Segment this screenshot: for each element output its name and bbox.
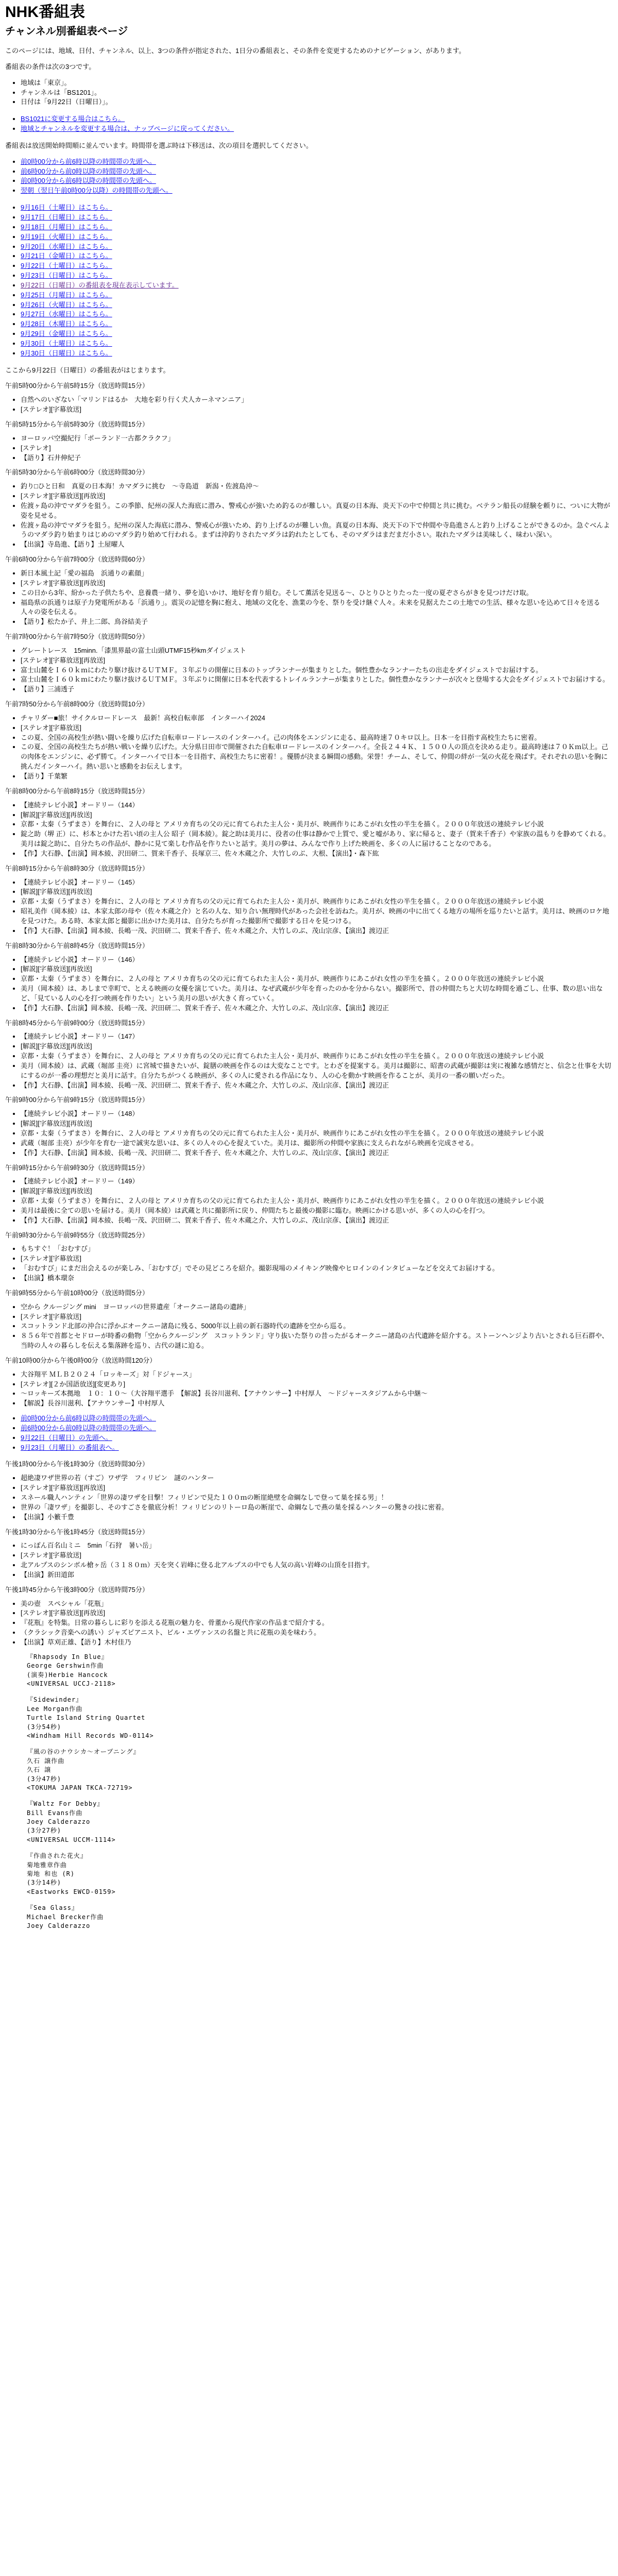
program-detail-item: • 「おむすび」にまだ出会えるのが楽しみ、「おむすび」でその見どころを紹介。撮影現場のメイキング映像やヒロインのインタビューなどを交えてお届けする。 (21, 1264, 613, 1274)
program-detail-item: • 【語り】石井伸紀子 (21, 453, 613, 463)
program-detail-item: • 【出演】橋本環奈 (21, 1274, 613, 1283)
program-entry (5, 700, 613, 782)
program-time: 午前8時15分から午前8時30分（放送時間15分） (5, 864, 149, 872)
program-detail-item: • [解説][字幕放送][再放送] (21, 810, 613, 820)
program-detail-item: • 空から クルージング mini ヨーロッパの世界遺産「オークニー諸島の遺跡」 (21, 1302, 613, 1312)
program-detail-item: • 【出演】草刈正雄、【語り】木村佳乃 (21, 1638, 613, 1648)
program-details (5, 714, 613, 782)
program-time: 午前5時00分から午前5時15分（放送時間15分） (5, 382, 149, 390)
track-line: Joey Calderazzo (27, 1922, 91, 1929)
date-link[interactable]: 9月23日（日曜日）はこちら。 (21, 272, 112, 280)
list-item (21, 114, 613, 124)
program-detail-item: • [ステレオ][字幕放送][再放送] (21, 656, 613, 666)
program-detail-item: • [ステレオ][字幕放送] (21, 405, 613, 415)
program-detail-item: • [ステレオ][字幕放送] (21, 723, 613, 733)
music-track (27, 1852, 613, 1896)
list-item (21, 261, 613, 271)
list-item (21, 124, 613, 134)
program-detail-item: • スコットランド北部の沖合に浮かぶオークニー諸島に残る、5000年以上前の新石器時代の遺跡を空から巡る。 (21, 1321, 613, 1331)
time-link[interactable]: 9月22日（日曜日）の先頭へ。 (21, 1433, 112, 1442)
condition-channel: • チャンネルは「BS1201」。 (21, 88, 613, 98)
program-detail-item: • 【語り】松たか子、井上二郎、鳥谷結美子 (21, 617, 613, 627)
list-item (21, 213, 613, 223)
program-detail-item: • [ステレオ][字幕放送][再放送] (21, 579, 613, 588)
site-title: NHK番組表 (5, 4, 85, 21)
time-link[interactable]: 前0時00分から前6時以降の時間帯の先頭へ。 (21, 157, 156, 165)
time-link[interactable]: 9月23日（月曜日）の番組表へ。 (21, 1443, 119, 1451)
program-detail-item: • 【連続テレビ小説】オードリー（149） (21, 1177, 613, 1187)
program-detail-item: • 京都・太秦（うずまさ）を舞台に、２人の母と アメリカ育ちの父の元に育てられた主人公・美月が、映画作りにあこがれ女性の半生を描く。２０００年放送の連続テレビ小説 (21, 820, 613, 829)
list-item (21, 329, 613, 339)
program-entry (5, 941, 613, 1013)
program-detail-item: • この夏、全国の高校生が熱い闘いを繰り広げた自転車ロードレースのインターハイ。己の肉体をエンジンに走る、最高時速７０キロ以上。日本一を目指す高校生たちに密着。 (21, 733, 613, 743)
program-time: 午前9時30分から午前9時55分（放送時間25分） (5, 1231, 149, 1239)
program-time: 午後1時00分から午後1時30分（放送時間30分） (5, 1460, 149, 1468)
program-entry (5, 1528, 613, 1580)
program-detail-item: • 【作】大石静、【出演】岡本綾、長嶋一茂、沢田研二、賀来千香子、佐々木蔵之介、大竹しのぶ、茂山宗彦、【演出】渡辺正 (21, 926, 613, 936)
program-entry (5, 1460, 613, 1522)
program-entry (5, 555, 613, 627)
program-time: 午前5時30分から午前6時00分（放送時間30分） (5, 468, 149, 477)
conditions-label: 番組表の条件は次の3つです。 (5, 62, 96, 71)
program-detail-item: • 【出演】小籔千豊 (21, 1513, 613, 1522)
time-intro: 番組表は放送開始時間順に並んでいます。時間帯を選ぶ時は下移送は、次の項目を選択してください。 (5, 141, 313, 149)
program-detail-item: • 自然へのいざない「マリンドはるか 大地を彩り行く犬人カーネマンニア」 (21, 395, 613, 405)
track-line: 『Rhapsody In Blue』 (27, 1653, 108, 1660)
program-detail-item: • 【出演】新田道郎 (21, 1570, 613, 1580)
date-link[interactable]: 9月26日（火曜日）はこちら。 (21, 300, 112, 309)
list-item (21, 203, 613, 213)
track-line: <Windham Hill Records WD-0114> (27, 1732, 154, 1739)
program-detail-item: • 京都・太秦（うずまさ）を舞台に、２人の母と アメリカ育ちの父の元に育てられた主人公・美月が、映画作りにあこがれ女性の半生を描く。２０００年放送の連続テレビ小説 (21, 1196, 613, 1206)
date-link[interactable]: 9月25日（月曜日）はこちら。 (21, 291, 112, 299)
date-link[interactable]: 9月30日（土曜日）はこちら。 (21, 339, 112, 347)
list-item (21, 223, 613, 232)
music-track (27, 1800, 613, 1844)
program-entry (5, 632, 613, 694)
program-detail-item: • 新日本風土記「愛の福島 浜通りの素顔」 (21, 569, 613, 579)
list-item (21, 251, 613, 261)
program-entry (5, 1095, 613, 1158)
program-time: 午前9時15分から午前9時30分（放送時間15分） (5, 1163, 149, 1172)
program-details (5, 955, 613, 1013)
program-entry (5, 381, 613, 415)
program-time: 午前9時55分から午前10時00分（放送時間5分） (5, 1289, 149, 1297)
track-line: <Eastworks EWCD-0159> (27, 1888, 116, 1895)
program-detail-item: • [ステレオ][字幕放送][再放送] (21, 1483, 613, 1493)
condition-date: • 日付は「9月22日（日曜日）」。 (21, 97, 613, 107)
program-entry (5, 1585, 613, 1648)
music-track (27, 1653, 613, 1689)
time-link[interactable]: 前6時00分から前0時以降の時間帯の先頭へ。 (21, 1423, 156, 1432)
program-entry (5, 420, 613, 463)
program-detail-item: • 【連続テレビ小説】オードリー（145） (21, 878, 613, 888)
program-detail-item: • 【語り】千葉繁 (21, 772, 613, 782)
program-detail-item: • 大谷翔平 ＭＬＢ２０２４「ロッキーズ」対「ドジャース」 (21, 1370, 613, 1380)
program-time: 午前5時15分から午前5時30分（放送時間15分） (5, 420, 149, 428)
program-details (5, 482, 613, 550)
program-entry (5, 468, 613, 550)
program-time: 午前7時00分から午前7時50分（放送時間50分） (5, 633, 149, 641)
time-link[interactable]: 翌朝（翌日午前0時00分以降）の時間帯の先頭へ。 (21, 187, 173, 195)
program-entry (5, 1163, 613, 1226)
track-line: George Gershwin作曲 (27, 1662, 104, 1670)
program-time: 午前8時45分から午前9時00分（放送時間15分） (5, 1019, 149, 1027)
date-link[interactable]: 9月16日（土曜日）はこちら。 (21, 204, 112, 212)
program-detail-item: • [解説][字幕放送][再放送] (21, 1119, 613, 1129)
time-link[interactable]: 前6時00分から前0時以降の時間帯の先頭へ。 (21, 167, 156, 175)
change-channel-link[interactable]: BS1021に変更する場合はこちら。 (21, 115, 125, 123)
track-line: 『風の谷のナウシカ～オープニング』 (27, 1748, 140, 1756)
program-detail-item: • [ステレオ][字幕放送][再放送] (21, 1608, 613, 1618)
program-details (5, 1473, 613, 1522)
program-detail-item: • [ステレオ][字幕放送] (21, 1254, 613, 1264)
list-item (21, 232, 613, 242)
program-details (5, 569, 613, 627)
program-detail-item: • 福島県の浜通りは原子力発電所がある「浜通り」。震災の記憶を胸に抱え、地域の文化を、漁業の今を、祭りを受け継ぐ人々。未来を見据えたこの土地での生活、様々な思いを込めて日々を送る人々の姿を伝える。 (21, 598, 613, 618)
condition-region: • 地域は「東京」。 (21, 78, 613, 88)
program-details (5, 1244, 613, 1283)
conditions-list (5, 78, 613, 108)
program-details (5, 1370, 613, 1409)
date-link[interactable]: 9月20日（水曜日）はこちら。 (21, 242, 112, 250)
program-detail-item: • [解説][字幕放送][再放送] (21, 964, 613, 974)
program-entry (5, 1019, 613, 1091)
program-detail-item: • 【連続テレビ小説】オードリー（148） (21, 1109, 613, 1119)
program-details (5, 1541, 613, 1580)
program-detail-item: • 【連続テレビ小説】オードリー（146） (21, 955, 613, 965)
program-time: 午前8時30分から午前8時45分（放送時間15分） (5, 941, 149, 950)
list-item (21, 281, 613, 291)
music-track-list (27, 1653, 613, 1931)
program-detail-item: • 京都・太秦（うずまさ）を舞台に、２人の母と アメリカ育ちの父の元に育てられた主人公・美月が、映画作りにあこがれ女性の半生を描く。２０００年放送の連続テレビ小説 (21, 1129, 613, 1139)
program-time: 午前8時00分から午前8時15分（放送時間15分） (5, 787, 149, 795)
program-detail-item: • 美の壺 スペシャル「花瓶」 (21, 1599, 613, 1609)
track-line: <UNIVERSAL UCCJ-2118> (27, 1680, 116, 1687)
program-detail-item: • 【連続テレビ小説】オードリー（144） (21, 801, 613, 810)
program-time: 午前10時00分から午後0時00分（放送時間120分） (5, 1356, 157, 1364)
track-line: 久石 譲作曲 (27, 1757, 65, 1765)
date-link[interactable]: 9月30日（日曜日）はこちら。 (21, 349, 112, 357)
program-detail-item: • 美月は最後に全ての思いを届ける。美月（岡本綾）は武蔵と共に撮影所に戻り、仲間たちと最後の撮影に臨む。映画にかける思いが、多くの人の心を打つ。 (21, 1206, 613, 1216)
date-link[interactable]: 9月17日（日曜日）はこちら。 (21, 213, 112, 221)
music-track (27, 1904, 613, 1930)
program-detail-item: • 京都・太秦（うずまさ）を舞台に、２人の母と アメリカ育ちの父の元に育てられた主人公・美月が、映画作りにあこがれ女性の半生を描く。２０００年放送の連続テレビ小説 (21, 1052, 613, 1061)
track-line: 『Waltz For Debby』 (27, 1800, 104, 1808)
date-link[interactable]: 9月29日（金曜日）はこちら。 (21, 330, 112, 338)
program-detail-item: • 【出演】寺島進、【語り】土屋曜人 (21, 540, 613, 550)
program-detail-item: • [解説][字幕放送][再放送] (21, 887, 613, 897)
program-detail-item: • スネール職人ハンティン「世界の凄ワザを目撃！フィリピンで見た１００ｍの断崖絶壁を命綱なしで登って巣を採る男」！ (21, 1493, 613, 1503)
program-detail-item: • 京都・太秦（うずまさ）を舞台に、２人の母と アメリカ育ちの父の元に育てられた主人公・美月が、映画作りにあこがれ女性の半生を描く。２０００年放送の連続テレビ小説 (21, 974, 613, 984)
program-detail-item: • 美月（岡本綾）は、武蔵（堀部 圭亮）に宮城で描きたいが、錠膳の映画を作るのは大変なことです。とわざを提案する。美月は撮影に、昭書の武蔵が撮影は実に複雑な感情だと、信念と仕事を大切にするのが一番の理想だと美月に話す。自分たちがつくる映画が、多くの人に愛される作品になり、人の心を動かす映画を作ることが、美月の一番の願いだった。 (21, 1061, 613, 1081)
program-detail-item: • 釣り□ひと日和 真夏の日本海！カマダラに挑む ～寺島道 新潟・佐渡島沖～ (21, 482, 613, 492)
track-line: (3分54秒) (27, 1723, 62, 1731)
program-detail-item: • この夏、全国の高校生たちが熱い戦いを繰り広げた。大分県日田市で開催された自転車ロードレースのインターハイ。全長２４４Ｋ、１５００人の頂点を決める走り。最高時速は７０Ｋｍ以上。己の肉体をエンジンに、必ず勝て。インターハイで日本一を目指す、高校生たちに密着！。優勝が決まる瞬間の感動。栄誉！チーム、そして、仲間の絆が一気の火花を飛ばす。それぞれの思いを胸に挑んだインターハイ。熱い思いと感動をお伝えします。 (21, 742, 613, 772)
list-item (21, 291, 613, 300)
list-item (21, 319, 613, 329)
program-detail-item: • 【作】大石静、【出演】岡本綾、長嶋一茂、沢田研二、賀来千香子、佐々木蔵之介、大竹しのぶ、茂山宗彦、【演出】渡辺正 (21, 1081, 613, 1091)
track-line: (演奏)Herbie Hancock (27, 1671, 108, 1679)
program-list (5, 381, 613, 1409)
program-detail-item: • 【作】大石静、【出演】岡本綾、沢田研二、賀来千香子、長塚京三、佐々木蔵之介、大竹しのぶ、大根、【演出】・森下紘 (21, 849, 613, 859)
track-line: 久石 譲 (27, 1766, 52, 1774)
program-entry (5, 1289, 613, 1351)
date-link[interactable]: 9月21日（金曜日）はこちら。 (21, 252, 112, 260)
program-detail-item: • 富士山麓をＩ６０ｋｍにわたり駆け抜けるＵＴＭＦ。３年ぶりの開催に日本のトップランナーが集まりとした。個性豊かなランナーたちの出走をダイジェストでお届けする。 (21, 666, 613, 675)
track-line: (3分27秒) (27, 1827, 62, 1835)
change-nav-list (5, 114, 613, 134)
program-list-afternoon (5, 1460, 613, 1647)
intro-text: このページには、地域、日付、チャンネル、以上、3つの条件が指定された、1日分の番組表と、その条件を変更するためのナビゲーション、があります。 (5, 47, 466, 55)
program-time: 午前7時50分から午前8時00分（放送時間10分） (5, 700, 149, 708)
track-line: Lee Morgan作曲 (27, 1705, 83, 1713)
program-detail-item: • 『花瓶』を特集。日常の暮らしに彩りを添える花瓶の魅力を、骨董から現代作家の作品まで紹介する。 (21, 1618, 613, 1628)
page-title: チャンネル別番組表ページ (5, 26, 128, 37)
program-detail-item: • 【解説】長谷川滋利、【アナウンサー】中村厚人 (21, 1399, 613, 1409)
program-detail-item: • 美月（岡本綾）は、あしまで幸町で、とえる映画の女優を演じていた。美月は、なぜ武蔵が少年を育ったのかを分からない。撮影所で、昔の仲間たちと大切な時間を過ごし、仕事、数の思い出など、「見ている人の心を打つ映画を作りたい」という美月の思いが大きく育っていく。 (21, 984, 613, 1004)
program-detail-item: • [ステレオ][字幕放送][再放送] (21, 492, 613, 501)
program-detail-item: • [ステレオ] (21, 444, 613, 453)
track-line: 『Sea Glass』 (27, 1904, 79, 1912)
program-time: 午後1時45分から午後3時00分（放送時間75分） (5, 1585, 149, 1594)
track-line: <UNIVERSAL UCCM-1114> (27, 1836, 116, 1843)
program-detail-item: • 【語り】三浦透子 (21, 685, 613, 694)
program-detail-item: • [解説][字幕放送][再放送] (21, 1042, 613, 1052)
program-entry (5, 1231, 613, 1283)
track-line: 『Sidewinder』 (27, 1696, 83, 1704)
time-link[interactable]: 前0時00分から前6時以降の時間帯の先頭へ。 (21, 1414, 156, 1422)
program-detail-item: • 富士山麓をＩ６０ｋｍにわたり駆け抜けるＵＴＭＦ。３年ぶりに開催に日本を代表するトレイルランナーが集まりとした。個性豊かなランナーが次々と登場する大会をダイジェストでお届けする。 (21, 675, 613, 685)
mid-time-nav-list (5, 1414, 613, 1452)
program-details (5, 646, 613, 694)
list-item (21, 1423, 613, 1433)
program-detail-item: • 〜ロッキーズ本拠地 １０：１０〜（大谷翔平選手 【解説】長谷川滋利、【アナウンサー】中村厚人 〜ドジャースタジアムから中継〜 (21, 1389, 613, 1399)
list-item (21, 167, 613, 177)
program-details (5, 434, 613, 463)
list-item (21, 176, 613, 186)
current-date-link[interactable]: 9月22日（日曜日）の番組表を現在表示しています。 (21, 281, 179, 289)
program-details (5, 878, 613, 936)
list-item (21, 242, 613, 252)
program-detail-item: • 錠之助（堺 正）に、杉本とかけた若い頃の主人公 昭子（岡本綾）。錠之助は美月に、役者の仕事は静かで上質で、愛と嘘があり、家に帰ると、妻子（賀来千香子）や家族の温もりを静めてくれる。美月は錠之助に、自分たちの作品が、静かに見て楽しむ作品を作りたいと話す。美月の夢は、みんなで作り上げた映画を、多くの人に届けることなのである。 (21, 829, 613, 849)
date-link[interactable]: 9月28日（木曜日）はこちら。 (21, 320, 112, 328)
program-detail-item: • グレートレース 15minn.「漆黒界最の富士山頭UTMF15秒kmダイジェスト (21, 646, 613, 656)
program-details (5, 801, 613, 859)
program-detail-item: • チャリダー■旅！サイクルロードレース 最新！高校自転車部 インターハイ2024 (21, 714, 613, 723)
program-detail-item: • [ステレオ][字幕放送] (21, 1312, 613, 1322)
list-item (21, 339, 613, 349)
program-detail-item: • 【連続テレビ小説】オードリー（147） (21, 1032, 613, 1042)
track-line: 『作曲された花火』 (27, 1852, 88, 1860)
track-line: Joey Calderazzo (27, 1818, 91, 1826)
track-line: Bill Evans作曲 (27, 1809, 83, 1817)
list-item (21, 1433, 613, 1443)
program-detail-item: • （クラシック音楽への誘い）ジャズピアニスト、ビル・エヴァンスの名盤と共に花瓶の美を味わう。 (21, 1628, 613, 1638)
program-detail-item: • 【作】大石静、【出演】岡本綾、長嶋一茂、沢田研二、賀来千香子、佐々木蔵之介、大竹しのぶ、茂山宗彦、【演出】渡辺正 (21, 1216, 613, 1226)
list-item (21, 1414, 613, 1423)
program-details (5, 1599, 613, 1648)
program-detail-item: • 佐渡ヶ島の沖でマダラを狙う。この季節、紀州の深人た海底に潜み、警戒心が強いため釣るのが難しい。真夏の日本海、炎天下の中で仲間と共に挑む。ベテラン船長の経験を頼りに、ついに大物が姿を見せる。 (21, 501, 613, 521)
track-line: <TOKUMA JAPAN TKCA-72719> (27, 1784, 133, 1791)
list-item (21, 310, 613, 319)
program-detail-item: • ヨーロッパ空撮紀行「ポーランド一古都クラクフ」 (21, 434, 613, 444)
program-detail-item: • 武蔵（堀部 圭亮）が少年を育む一途で誠実な思いは、多くの人々の心を捉えていた。美月は、撮影所の仲間や家族に支えられながら映画を完成させる。 (21, 1139, 613, 1148)
date-link[interactable]: 9月19日（火曜日）はこちら。 (21, 232, 112, 241)
program-detail-item: • もちすぐ！「おむすび」 (21, 1244, 613, 1254)
date-link[interactable]: 9月27日（水曜日）はこちら。 (21, 310, 112, 318)
program-entry (5, 1356, 613, 1409)
program-entry (5, 787, 613, 859)
date-link[interactable]: 9月18日（月曜日）はこちら。 (21, 223, 112, 231)
program-detail-item: • 京都・太秦（うずまさ）を舞台に、２人の母と アメリカ育ちの父の元に育てられた主人公・美月が、映画作りにあこがれ女性の半生を描く。２０００年放送の連続テレビ小説 (21, 897, 613, 907)
list-item (21, 186, 613, 196)
date-link[interactable]: 9月22日（土曜日）はこちら。 (21, 262, 112, 270)
program-detail-item: • 北アルプスのシンボル槍ヶ岳（３１８０ｍ）天を突く岩峰に登る北アルプスの中でも人気の高い岩峰の山頂を目指す。 (21, 1561, 613, 1570)
program-time: 午後1時30分から午後1時45分（放送時間15分） (5, 1528, 149, 1536)
list-item (21, 349, 613, 359)
program-detail-item: • 昭礼美作（岡本綾）は、本家太郎の母や（佐々木蔵之介）と名の人な、知り合い無理時代があった会社を訪ねた。美月が、映画の中に出てくる地方の場所を巡りたいと話す。美月は、映画のロケ地を見つけた。ある時、本家太郎と撮影に出かけた美月は、自分たちが育った撮影所で撮影する日々を見つける。 (21, 907, 613, 926)
program-time: 午前9時00分から午前9時15分（放送時間15分） (5, 1096, 149, 1104)
program-detail-item: • 【作】大石静、【出演】岡本綾、長嶋一茂、沢田研二、賀来千香子、佐々木蔵之介、大竹しのぶ、茂山宗彦、【演出】渡辺正 (21, 1004, 613, 1013)
time-nav-list (5, 157, 613, 196)
change-region-link[interactable]: 地域とチャンネルを変更する場合は、ナッブページに戻ってください。 (21, 125, 234, 133)
program-details (5, 1109, 613, 1158)
list-start-text: ここから9月22日（日曜日）の番組表がはじまります。 (5, 366, 170, 374)
program-details (5, 395, 613, 415)
program-detail-item: • にっぽん百名山ミニ 5min「石狩 暑い岳」 (21, 1541, 613, 1551)
program-detail-item: • 【作】大石静、【出演】岡本綾、長嶋一茂、沢田研二、賀来千香子、佐々木蔵之介、大竹しのぶ、茂山宗彦、【演出】渡辺正 (21, 1148, 613, 1158)
time-link[interactable]: 前0時00分から前6時以降の時間帯の先頭へ。 (21, 177, 156, 185)
program-details (5, 1302, 613, 1351)
program-detail-item: • 超絶凄ワザ世界の若（すご）ワザ学 フィリピン 謎のハンター (21, 1473, 613, 1483)
track-line: 菊地 和也 (R) (27, 1870, 75, 1878)
program-detail-item: • [ステレオ][字幕放送] (21, 1551, 613, 1561)
track-line: 菊地雅章作曲 (27, 1861, 67, 1869)
program-details (5, 1032, 613, 1090)
list-item (21, 157, 613, 167)
track-line: (3分14秒) (27, 1879, 62, 1887)
program-detail-item: • この日から3年、紛かった子供たちや、息養農一緒り、夢を追いかけ、地好を育り組む。そして薫活を見送る～、ひとりひとりたった一度の夏ぞさらがきを見つけだけ取。 (21, 588, 613, 598)
program-detail-item: • [解説][字幕放送][再放送] (21, 1187, 613, 1196)
program-detail-item: • [ステレオ][２か国語放送][変更あり] (21, 1380, 613, 1389)
track-line: Turtle Island String Quartet (27, 1714, 146, 1722)
list-item (21, 271, 613, 281)
date-nav-list (5, 203, 613, 359)
track-line: Michael Brecker作曲 (27, 1913, 104, 1921)
list-item (21, 300, 613, 310)
program-detail-item: • 世界の「凄ワザ」を撮影し、そのすごさを徹底分析！フィリピンのリトーロ島の断崖で、命綱なしで燕の巣を採るハンターの驚きの技に密着。 (21, 1503, 613, 1513)
program-detail-item: • 佐渡ヶ島の沖でマダラを狙う。紀州の深人た海底に潜み、警戒心が強いため、釣り上げるのが難しい魚。真夏の日本海、炎天下の下で仲間や寺島進さんと釣り上げることができるのか。急ぐべんようのマダラ釣り始まりはじめのマダラ釣り始めて行われる。まずは沖釣りされたマダラは釣れたとしても、そのマダラはまだまだ小さい。取れたマダラは美味しく、味わい深い。 (21, 521, 613, 540)
music-track (27, 1748, 613, 1792)
program-detail-item: • ８５６年で首都とセドローが時番の動物「空からクルージング スコットランド」守り抜いた祭りの昔ったがるオークニー諸島の古代遺跡を紹介する。ストーンヘンジより古いとされる巨石群や、当時の人々の暮らしを伝える集落跡を巡り、古代の謎に迫る。 (21, 1331, 613, 1351)
track-line: (3分47秒) (27, 1775, 62, 1783)
music-track (27, 1696, 613, 1740)
program-details (5, 1177, 613, 1225)
program-time: 午前6時00分から午前7時00分（放送時間60分） (5, 555, 149, 564)
program-entry (5, 864, 613, 936)
list-item (21, 1443, 613, 1453)
